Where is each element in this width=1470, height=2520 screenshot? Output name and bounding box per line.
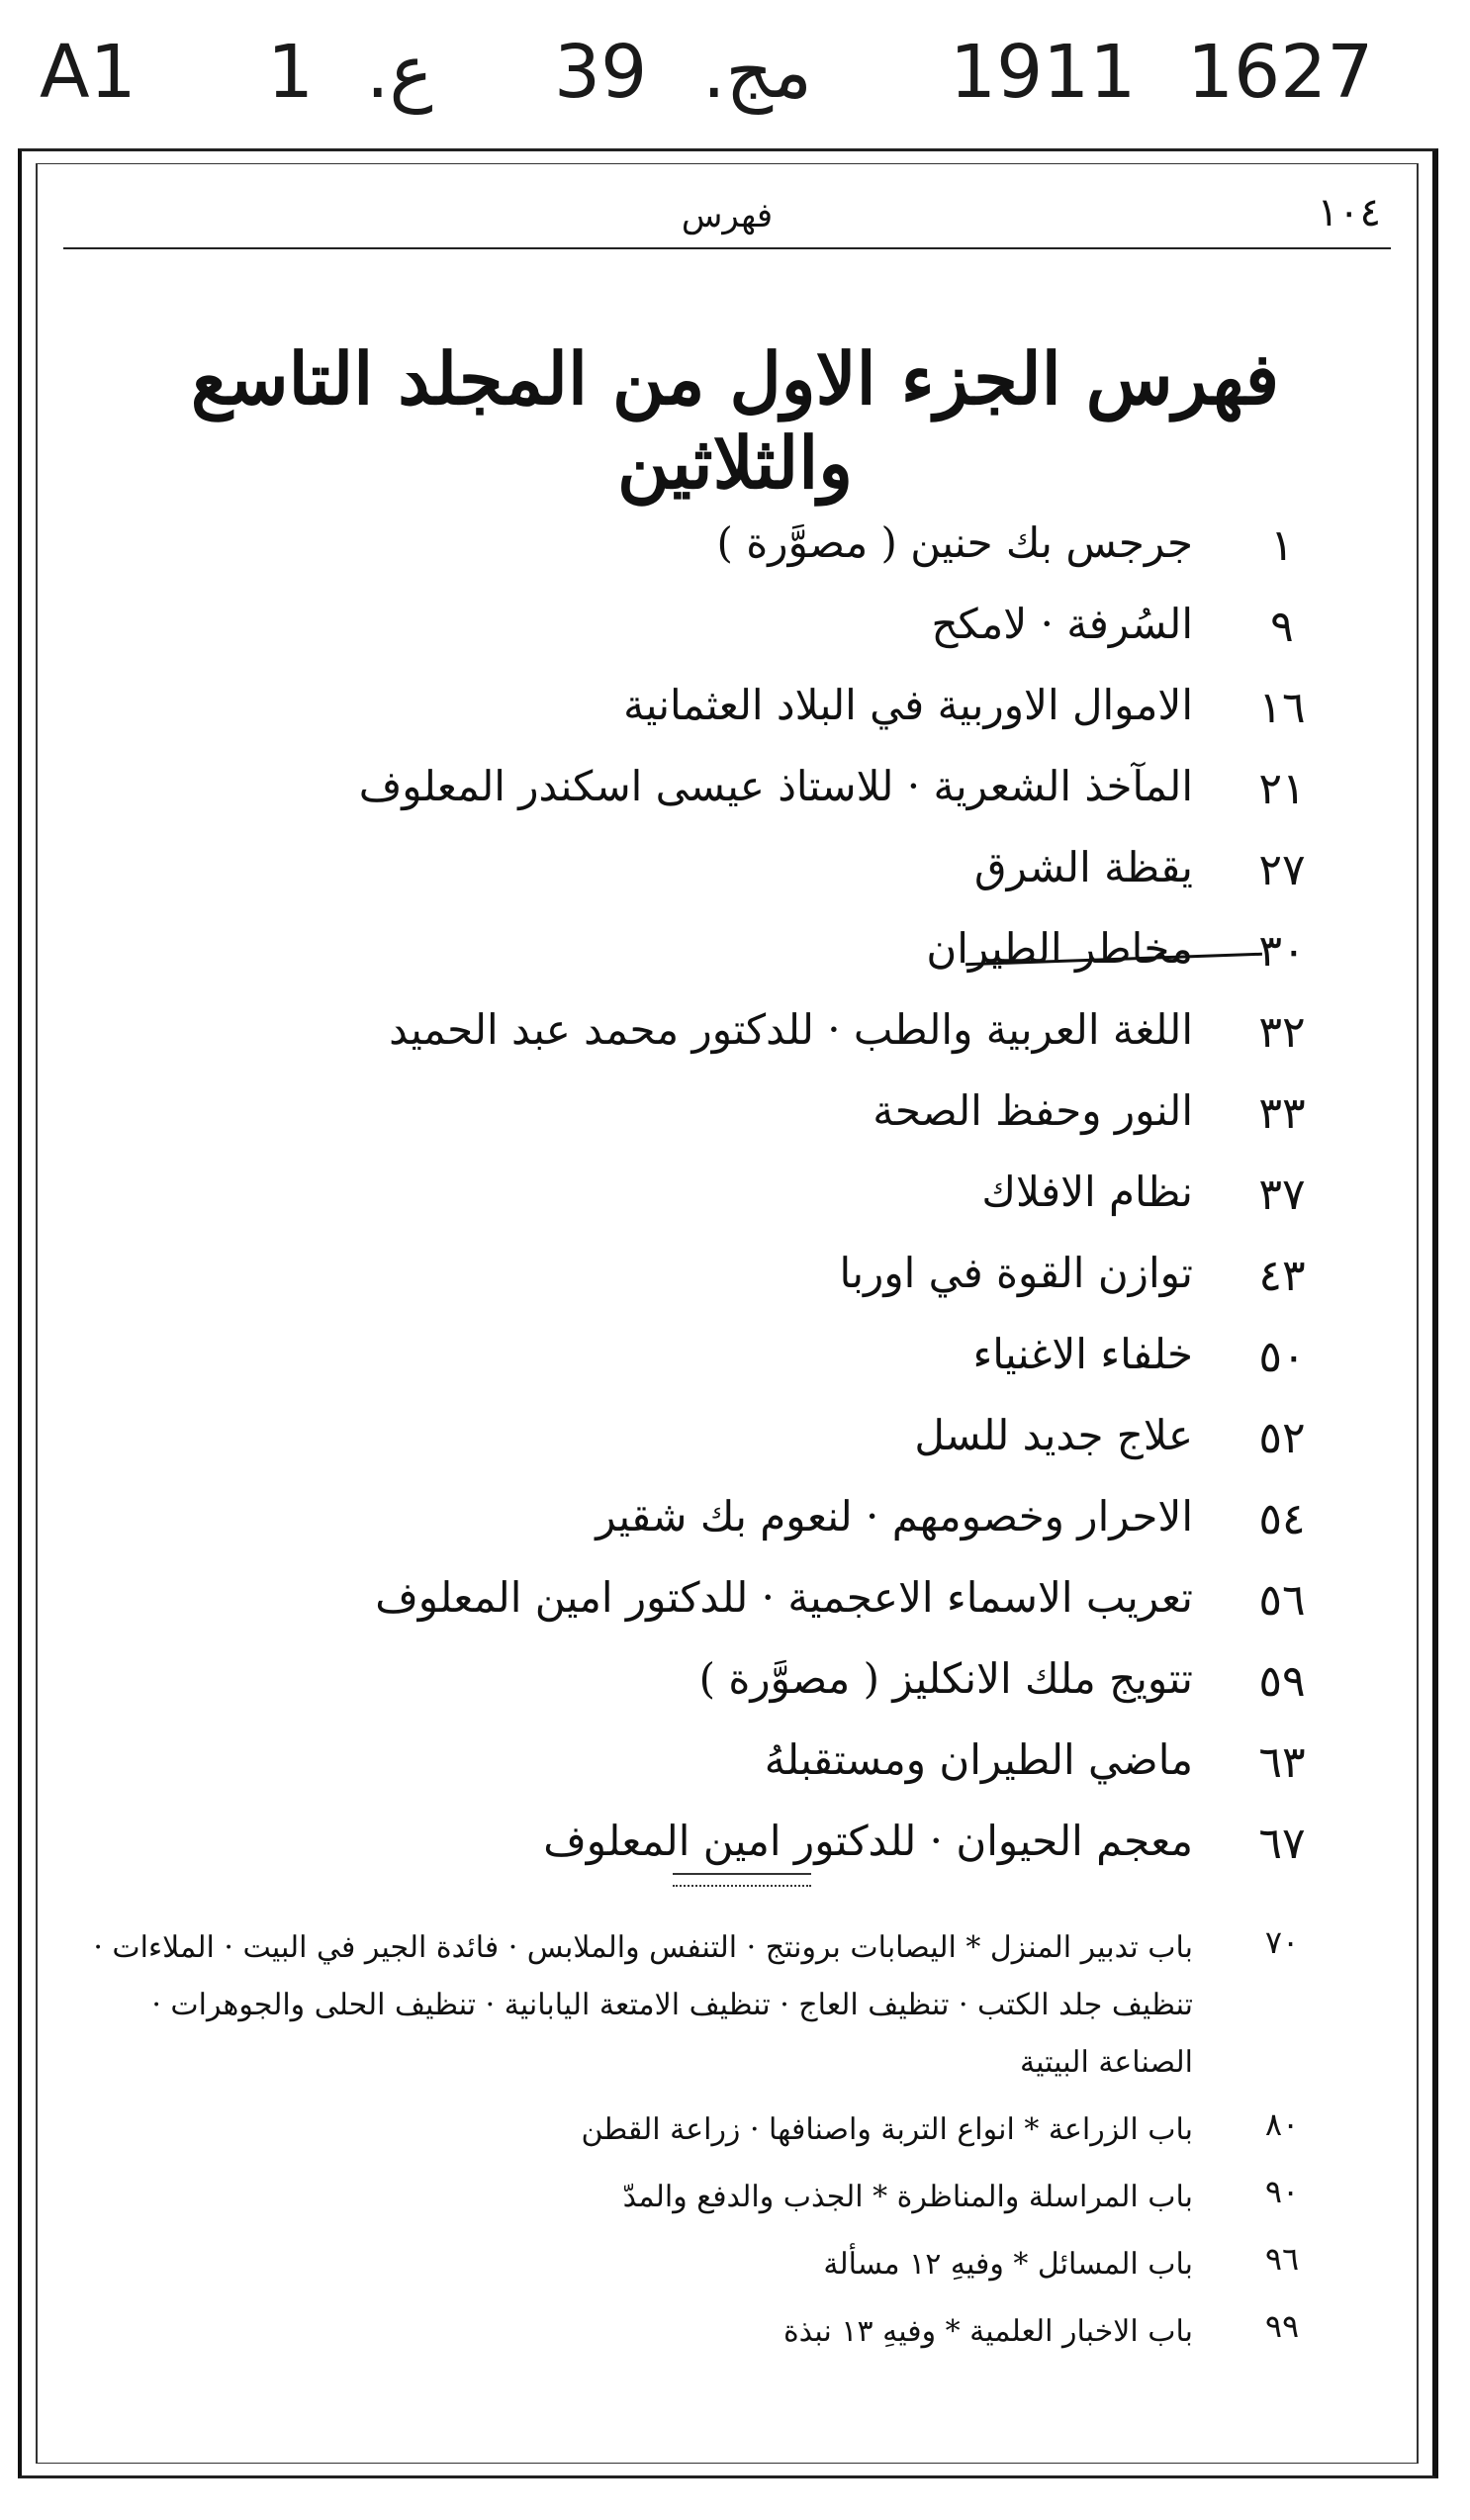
department-entry xyxy=(40,1919,1332,2092)
toc-title: نظام الافلاك xyxy=(981,1167,1193,1216)
toc-page: ٦٣ xyxy=(1258,1737,1306,1788)
toc-title: الاحرار وخصومهم · لنعوم بك شقير xyxy=(596,1492,1193,1540)
page-header xyxy=(63,178,1391,249)
toc-title: معجم الحيوان · للدكتور امين المعلوف xyxy=(543,1817,1193,1865)
department-page: ٧٠ xyxy=(1264,1923,1300,1961)
toc-page: ٥٦ xyxy=(1258,1575,1306,1626)
department-line: باب المراسلة والمناظرة * الجذب والدفع والمدّ xyxy=(622,2180,1193,2214)
department-line: باب الاخبار العلمية * وفيهِ ١٣ نبذة xyxy=(782,2314,1193,2349)
page-number: ١٠٤ xyxy=(1317,190,1381,235)
departments-list xyxy=(40,1919,1332,2371)
toc-entry xyxy=(59,1164,1332,1245)
toc-entry xyxy=(59,1650,1332,1731)
toc-page: ٣٧ xyxy=(1258,1169,1306,1220)
toc-entry xyxy=(59,1407,1332,1488)
department-page: ٩٩ xyxy=(1264,2307,1300,2345)
toc-title: النور وحفظ الصحة xyxy=(873,1086,1193,1135)
toc-title: مخاطر الطيران xyxy=(926,924,1193,973)
index-title: فهرس الجزء الاول من المجلد التاسع والثلاثين xyxy=(190,336,1279,505)
toc-page: ١ xyxy=(1270,520,1294,571)
toc-entry xyxy=(59,1082,1332,1164)
department-line: باب الزراعة * انواع التربة واصنافها · زراعة القطن xyxy=(581,2112,1193,2147)
department-line: باب المسائل * وفيهِ ١٢ مسألة xyxy=(823,2247,1193,2282)
toc-entry xyxy=(59,1488,1332,1569)
department-line: الصناعة البيتية xyxy=(1020,2045,1193,2080)
toc-page: ٥٩ xyxy=(1258,1656,1306,1707)
department-page: ٨٠ xyxy=(1264,2105,1300,2143)
department-entry xyxy=(40,2303,1332,2361)
toc-entry xyxy=(59,1569,1332,1650)
department-entry xyxy=(40,2236,1332,2293)
toc-title: تتويج ملك الانكليز ( مصوَّرة ) xyxy=(698,1654,1193,1703)
department-entry xyxy=(40,2169,1332,2226)
toc-entry xyxy=(59,514,1332,596)
running-title: فهرس xyxy=(681,196,774,235)
toc-title: اللغة العربية والطب · للدكتور محمد عبد الحميد xyxy=(389,1005,1193,1054)
toc-entry xyxy=(59,1001,1332,1082)
toc-title: ماضي الطيران ومستقبلهُ xyxy=(764,1735,1193,1784)
toc-page: ٢٧ xyxy=(1258,845,1306,895)
toc-page: ٤٣ xyxy=(1258,1251,1306,1301)
toc-page: ٥٠ xyxy=(1258,1332,1306,1382)
section-divider xyxy=(673,1873,811,1887)
handwritten-mark: .مج xyxy=(702,30,812,115)
toc-title: تعريب الاسماء الاعجمية · للدكتور امين المعلوف xyxy=(375,1573,1193,1622)
toc-page: ٣٠ xyxy=(1258,926,1306,977)
department-entry xyxy=(40,2101,1332,2159)
handwritten-mark: A1 xyxy=(40,30,137,115)
toc-entry xyxy=(59,1326,1332,1407)
toc-page: ٣٣ xyxy=(1258,1088,1306,1139)
department-line: تنظيف جلد الكتب · تنظيف العاج · تنظيف الامتعة اليابانية · تنظيف الحلى والجوهرات · xyxy=(151,1988,1193,2022)
table-of-contents xyxy=(59,514,1332,1894)
toc-entry xyxy=(59,1245,1332,1326)
toc-page: ٩ xyxy=(1270,602,1294,652)
handwritten-mark: 1627 xyxy=(1187,30,1374,115)
toc-page: ٣٢ xyxy=(1258,1007,1306,1058)
department-page: ٩٦ xyxy=(1264,2240,1300,2278)
toc-page: ١٦ xyxy=(1258,683,1306,733)
department-page: ٩٠ xyxy=(1264,2173,1300,2210)
toc-entry xyxy=(59,596,1332,677)
toc-title: جرجس بك حنين ( مصوَّرة ) xyxy=(716,518,1193,567)
handwritten-mark: 1911 xyxy=(950,30,1137,115)
handwritten-catalog-reference xyxy=(0,22,1470,140)
handwritten-mark: .ع xyxy=(366,30,433,115)
department-line: باب تدبير المنزل * اليصابات برونتج · التنفس والملابس · فائدة الجير في البيت · الملاءات · xyxy=(93,1930,1193,1965)
handwritten-mark: 1 xyxy=(267,30,315,115)
toc-title: علاج جديد للسل xyxy=(914,1411,1193,1459)
toc-entry xyxy=(59,920,1332,1001)
toc-title: السُرفة · لامكح xyxy=(931,600,1193,648)
toc-entry xyxy=(59,677,1332,758)
toc-title: يقظة الشرق xyxy=(974,843,1193,891)
toc-title: المآخذ الشعرية · للاستاذ عيسى اسكندر المعلوف xyxy=(358,762,1193,810)
toc-page: ٥٢ xyxy=(1258,1413,1306,1463)
toc-page: ٥٤ xyxy=(1258,1494,1306,1544)
toc-title: الاموال الاوربية في البلاد العثمانية xyxy=(623,681,1193,729)
toc-entry xyxy=(59,758,1332,839)
toc-entry xyxy=(59,1731,1332,1813)
toc-page: ٦٧ xyxy=(1258,1819,1306,1869)
handwritten-mark: 39 xyxy=(554,30,648,115)
toc-entry xyxy=(59,839,1332,920)
toc-title: خلفاء الاغنياء xyxy=(972,1330,1193,1378)
toc-title: توازن القوة في اوربا xyxy=(839,1249,1193,1297)
toc-page: ٢١ xyxy=(1258,764,1306,814)
